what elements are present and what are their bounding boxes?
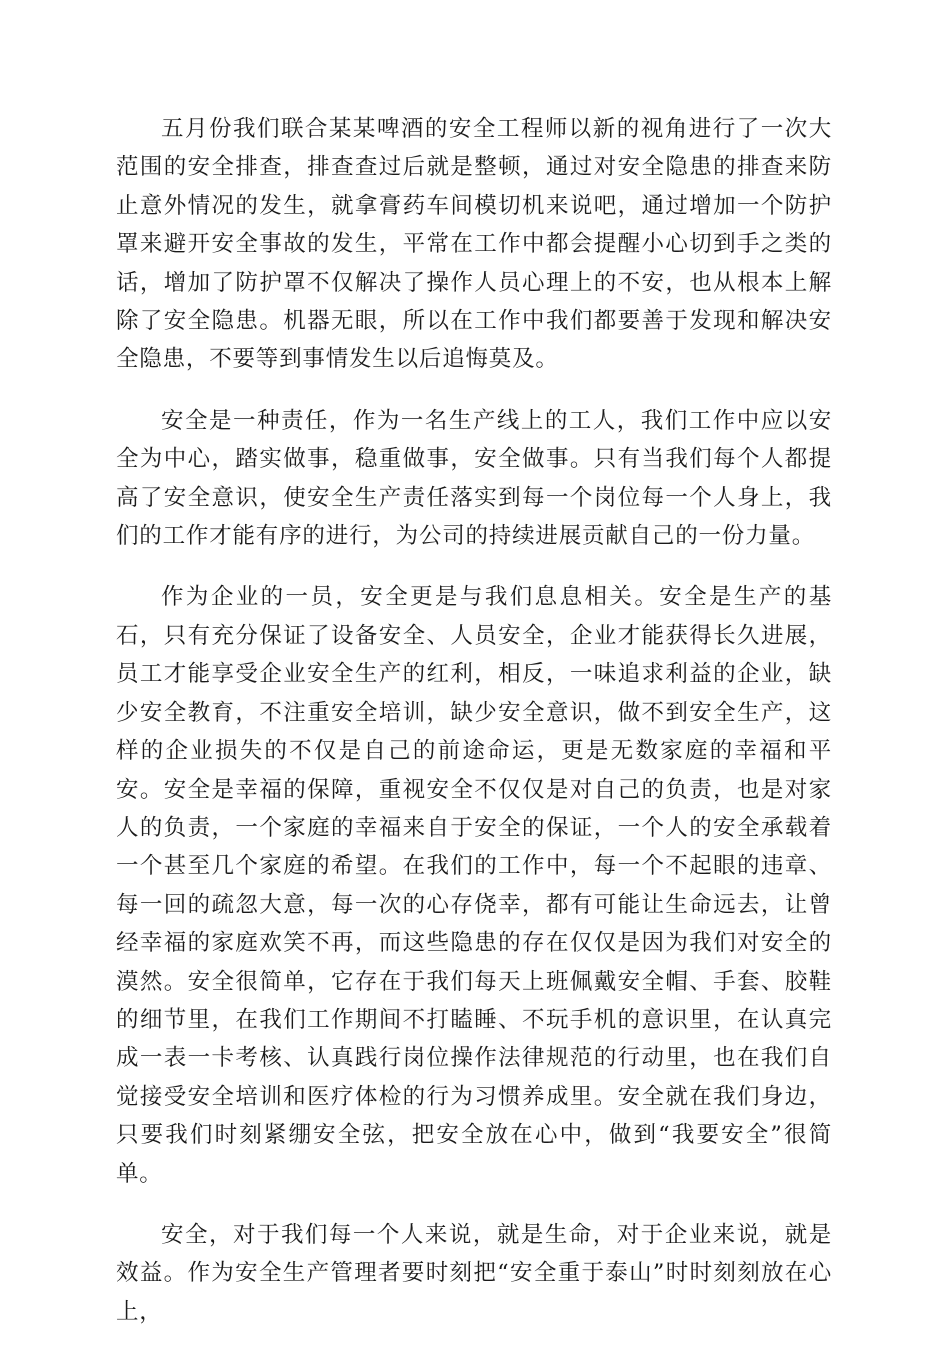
- paragraph-1: 五月份我们联合某某啤酒的安全工程师以新的视角进行了一次大范围的安全排查，排查查过后就是整顿，通过对安全隐患的排查来防止意外情况的发生，就拿膏药车间模切机来说吧，通过增加一个防护罩来避开安全事故的发生，平常在工作中都会提醒小心切到手之类的话，增加了防护罩不仅解决了操作人员心理上的不安，也从根本上解除了安全隐患。机器无眼，所以在工作中我们都要善于发现和解决安全隐患，不要等到事情发生以后追悔莫及。: [116, 116, 832, 373]
- paragraph-4: 安全，对于我们每一个人来说，就是生命，对于企业来说，就是效益。作为安全生产管理者要时刻把“安全重于泰山”时时刻刻放在心上，: [116, 1221, 832, 1325]
- paragraph-2: 安全是一种责任，作为一名生产线上的工人，我们工作中应以安全为中心，踏实做事，稳重做事，安全做事。只有当我们每个人都提高了安全意识，使安全生产责任落实到每一个岗位每一个人身上，我们的工作才能有序的进行，为公司的持续进展贡献自己的一份力量。: [116, 407, 832, 550]
- paragraph-3: 作为企业的一员，安全更是与我们息息相关。安全是生产的基石，只有充分保证了设备安全、人员安全，企业才能获得长久进展，员工才能享受企业安全生产的红利，相反，一味追求利益的企业，缺少安全教育，不注重安全培训，缺少安全意识，做不到安全生产，这样的企业损失的不仅是自己的前途命运，更是无数家庭的幸福和平安。安全是幸福的保障，重视安全不仅仅是对自己的负责，也是对家人的负责，一个家庭的幸福来自于安全的保证，一个人的安全承载着一个甚至几个家庭的希望。在我们的工作中，每一个不起眼的违章、每一回的疏忽大意，每一次的心存侥幸，都有可能让生命远去，让曾经幸福的家庭欢笑不再，而这些隐患的存在仅仅是因为我们对安全的漠然。安全很简单，它存在于我们每天上班佩戴安全帽、手套、胶鞋的细节里，在我们工作期间不打瞌睡、不玩手机的意识里，在认真完成一表一卡考核、认真践行岗位操作法律规范的行动里，也在我们自觉接受安全培训和医疗体检的行为习惯养成里。安全就在我们身边，只要我们时刻紧绷安全弦，把安全放在心中，做到“我要安全”很简单。: [116, 584, 832, 1187]
- document-body: [116, 110, 832, 1354]
